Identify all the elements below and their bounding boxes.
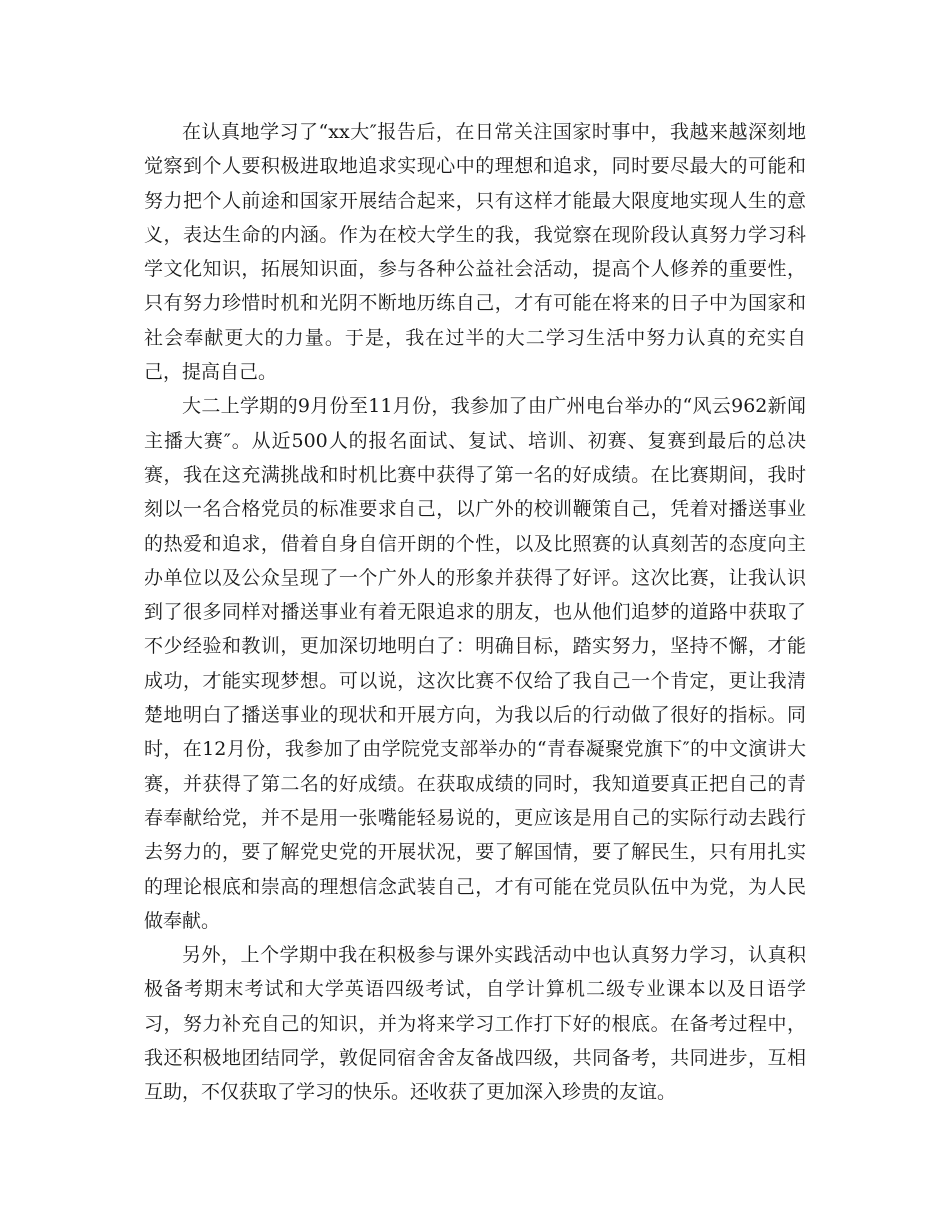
document-body [144, 115, 806, 1110]
paragraph-study-report: 在认真地学习了“xx大″报告后，在日常关注国家时事中，我越来越深刻地觉察到个人要积极进取地追求实现心中的理想和追求，同时要尽最大的可能和努力把个人前途和国家开展结合起来，只有这样才能最大限度地实现人生的意义，表达生命的内涵。作为在校大学生的我，我觉察在现阶段认真努力学习科学文化知识，拓展知识面，参与各种公益社会活动，提高个人修养的重要性，只有努力珍惜时机和光阴不断地历练自己，才有可能在将来的日子中为国家和社会奉献更大的力量。于是，我在过半的大二学习生活中努力认真的充实自己，提高自己。 [144, 121, 806, 384]
paragraph-study-friendship: 另外，上个学期中我在积极参与课外实践活动中也认真努力学习，认真积极备考期末考试和大学英语四级考试，自学计算机二级专业课本以及日语学习，努力补充自己的知识，并为将来学习工作打下好的根底。在备考过程中，我还积极地团结同学，敦促同宿舍舍友备战四级，共同备考，共同进步，互相互助，不仅获取了学习的快乐。还收获了更加深入珍贵的友谊。 [144, 944, 806, 1104]
paragraph-competitions: 大二上学期的9月份至11月份，我参加了由广州电台举办的“风云962新闻主播大赛″。从近500人的报名面试、复试、培训、初赛、复赛到最后的总决赛，我在这充满挑战和时机比赛中获得了第一名的好成绩。在比赛期间，我时刻以一名合格党员的标准要求自己，以广外的校训鞭策自己，凭着对播送事业的热爱和追求，借着自身自信开朗的个性，以及比照赛的认真刻苦的态度向主办单位以及公众呈现了一个广外人的形象并获得了好评。这次比赛，让我认识到了很多同样对播送事业有着无限追求的朋友，也从他们追梦的道路中获取了不少经验和教训，更加深切地明白了：明确目标，踏实努力，坚持不懈，才能成功，才能实现梦想。可以说，这次比赛不仅给了我自己一个肯定，更让我清楚地明白了播送事业的现状和开展方向，为我以后的行动做了很好的指标。同时，在12月份，我参加了由学院党支部举办的“青春凝聚党旗下″的中文演讲大赛，并获得了第二名的好成绩。在获取成绩的同时，我知道要真正把自己的青春奉献给党，并不是用一张嘴能轻易说的，更应该是用自己的实际行动去践行去努力的，要了解党史党的开展状况，要了解国情，要了解民生，只有用扎实的理论根底和崇高的理想信念武装自己，才有可能在党员队伍中为党，为人民做奉献。 [144, 395, 806, 932]
